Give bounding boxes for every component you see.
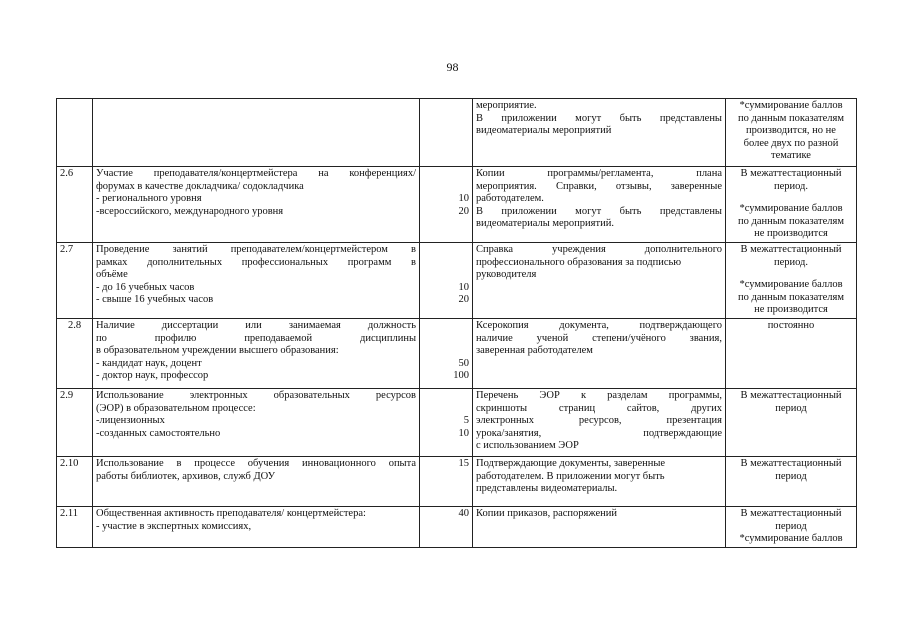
criterion-description <box>93 242 420 318</box>
score-value <box>423 244 469 257</box>
score-value: 20 <box>458 205 469 217</box>
document-line: В приложении могут быть представлены <box>476 205 722 217</box>
description-line: Использование в процессе обучения инновационного опыта <box>96 457 416 469</box>
period-line: период <box>775 520 807 532</box>
criteria-table-body <box>57 99 857 548</box>
score-value: 10 <box>458 427 469 439</box>
period-line <box>729 193 853 203</box>
period-line: *суммирование баллов <box>739 100 843 111</box>
row-number: 2.8 <box>57 318 93 388</box>
criterion-description <box>93 99 420 167</box>
period-note <box>726 242 857 318</box>
description-line: по профилю преподаваемой дисциплины <box>96 332 416 344</box>
score-cell <box>420 318 473 388</box>
score-value <box>423 269 469 282</box>
description-line: в образовательном учреждении высшего образования: <box>96 345 339 357</box>
criterion-description <box>93 318 420 388</box>
row-number: 2.11 <box>57 506 93 547</box>
description-line: (ЭОР) в образовательном процессе: <box>96 402 256 414</box>
document-line: профессионального образования за подписью <box>476 256 682 268</box>
description-line: - до 16 учебных часов <box>96 281 195 293</box>
description-line: -всероссийского, международного уровня <box>96 205 284 217</box>
document-line: Ксерокопия документа, подтверждающего <box>476 319 722 331</box>
period-line: период. <box>773 180 809 192</box>
description-line: Использование электронных образовательных ресурсов <box>96 389 416 401</box>
description-line: - участие в экспертных комиссиях, <box>96 520 252 532</box>
criterion-description <box>93 506 420 547</box>
page-number: 98 <box>446 60 459 74</box>
score-value <box>423 257 469 270</box>
document-line: мероприятие. <box>476 100 537 111</box>
document-line: Копии приказов, распоряжений <box>476 507 618 519</box>
document-line: видеоматериалы мероприятий. <box>476 218 614 230</box>
row-number <box>57 99 93 167</box>
period-line: период <box>775 470 807 482</box>
period-line: более двух по разной <box>743 137 839 149</box>
document-line: работодателем. В приложении могут быть <box>476 470 665 482</box>
period-line: по данным показателям <box>737 291 845 303</box>
period-line: *суммирование баллов <box>739 533 843 545</box>
document-line: Перечень ЭОР к разделам программы, <box>476 389 722 401</box>
score-cell <box>420 242 473 318</box>
document-line: электронных ресурсов, презентация <box>476 415 722 427</box>
period-line: производится, но не <box>746 125 836 137</box>
confirming-documents <box>473 506 726 547</box>
period-note <box>726 388 857 456</box>
document-line: урока/занятия, подтверждающие <box>476 427 722 439</box>
criterion-description <box>93 456 420 506</box>
score-value <box>423 390 469 403</box>
confirming-documents <box>473 456 726 506</box>
description-line: рамках дополнительных профессиональных программ в <box>96 256 416 268</box>
description-line: Участие преподавателя/концертмейстера на конференциях/ <box>96 168 416 179</box>
document-line: представлены видеоматериалы. <box>476 483 618 495</box>
period-line: *суммирование баллов <box>739 203 843 215</box>
document-line: В приложении могут быть представлены <box>476 112 722 124</box>
description-line: - регионального уровня <box>96 193 202 205</box>
period-line: В межаттестационный <box>740 243 842 255</box>
table-row <box>57 99 857 167</box>
document-line: с использованием ЭОР <box>476 440 579 452</box>
period-line: тематике <box>771 150 811 162</box>
table-row <box>57 506 857 547</box>
score-value <box>423 168 469 181</box>
row-number: 2.10 <box>57 456 93 506</box>
description-line: -лицензионных <box>96 415 165 427</box>
score-value <box>423 345 469 358</box>
period-line: период. <box>773 256 809 268</box>
document-line: скриншоты страниц сайтов, других <box>476 402 722 414</box>
document-line: работодателем. <box>476 193 544 205</box>
score-value: 40 <box>458 507 469 519</box>
period-line <box>729 269 853 279</box>
score-value <box>423 333 469 346</box>
document-line: заверенная работодателем <box>476 345 593 357</box>
confirming-documents <box>473 99 726 167</box>
row-number: 2.6 <box>57 167 93 243</box>
criterion-description <box>93 388 420 456</box>
period-line: В межаттестационный <box>740 389 842 401</box>
description-line: форумах в качестве докладчика/ содокладчика <box>96 180 304 192</box>
document-line: видеоматериалы мероприятий <box>476 125 612 137</box>
confirming-documents <box>473 242 726 318</box>
description-line: -созданных самостоятельно <box>96 427 221 439</box>
score-value: 50 <box>458 357 469 369</box>
score-value <box>423 181 469 194</box>
document-line: Подтверждающие документы, заверенные <box>476 457 666 469</box>
table-row <box>57 242 857 318</box>
description-line: - кандидат наук, доцент <box>96 357 202 369</box>
table-row <box>57 388 857 456</box>
description-line: Проведение занятий преподавателем/концертмейстером в <box>96 243 416 255</box>
period-line: не производится <box>754 304 828 316</box>
score-cell <box>420 388 473 456</box>
period-note <box>726 456 857 506</box>
confirming-documents <box>473 167 726 243</box>
score-value: 15 <box>458 457 469 469</box>
row-number: 2.7 <box>57 242 93 318</box>
row-number: 2.9 <box>57 388 93 456</box>
description-line: Наличие диссертации или занимаемая должность <box>96 319 416 331</box>
score-value: 10 <box>458 281 469 293</box>
period-note <box>726 318 857 388</box>
score-value <box>423 403 469 416</box>
document-line: Копии программы/регламента, плана <box>476 168 722 179</box>
criterion-description <box>93 167 420 243</box>
period-note <box>726 506 857 547</box>
score-cell <box>420 99 473 167</box>
document-line: мероприятия. Справки, отзывы, заверенные <box>476 180 722 192</box>
description-line: Общественная активность преподавателя/ концертмейстера: <box>96 507 366 519</box>
period-line: по данным показателям <box>737 215 845 227</box>
criteria-table <box>56 98 857 548</box>
period-line: период <box>775 402 807 414</box>
table-row <box>57 456 857 506</box>
document-line: Справка учреждения дополнительного <box>476 243 722 255</box>
description-line: работы библиотек, архивов, служб ДОУ <box>96 470 276 482</box>
period-line: постоянно <box>767 319 815 331</box>
table-row <box>57 167 857 243</box>
period-note <box>726 167 857 243</box>
score-cell <box>420 456 473 506</box>
document-line: наличие ученой степени/учёного звания, <box>476 332 722 344</box>
score-value: 20 <box>458 294 469 306</box>
document-line: руководителя <box>476 269 537 281</box>
table-row <box>57 318 857 388</box>
period-line: В межаттестационный <box>740 168 842 179</box>
description-line: объёме <box>96 269 128 281</box>
score-cell <box>420 506 473 547</box>
period-line: не производится <box>754 228 828 240</box>
period-line: В межаттестационный <box>740 457 842 469</box>
score-value: 10 <box>458 193 469 205</box>
period-line: по данным показателям <box>737 112 845 124</box>
confirming-documents <box>473 318 726 388</box>
score-cell <box>420 167 473 243</box>
description-line: - доктор наук, профессор <box>96 370 209 382</box>
period-line: В межаттестационный <box>740 507 842 519</box>
description-line: - свыше 16 учебных часов <box>96 294 214 306</box>
score-value <box>423 320 469 333</box>
confirming-documents <box>473 388 726 456</box>
score-value: 100 <box>453 370 469 382</box>
period-note <box>726 99 857 167</box>
score-value: 5 <box>463 415 469 427</box>
period-line: *суммирование баллов <box>739 279 843 291</box>
